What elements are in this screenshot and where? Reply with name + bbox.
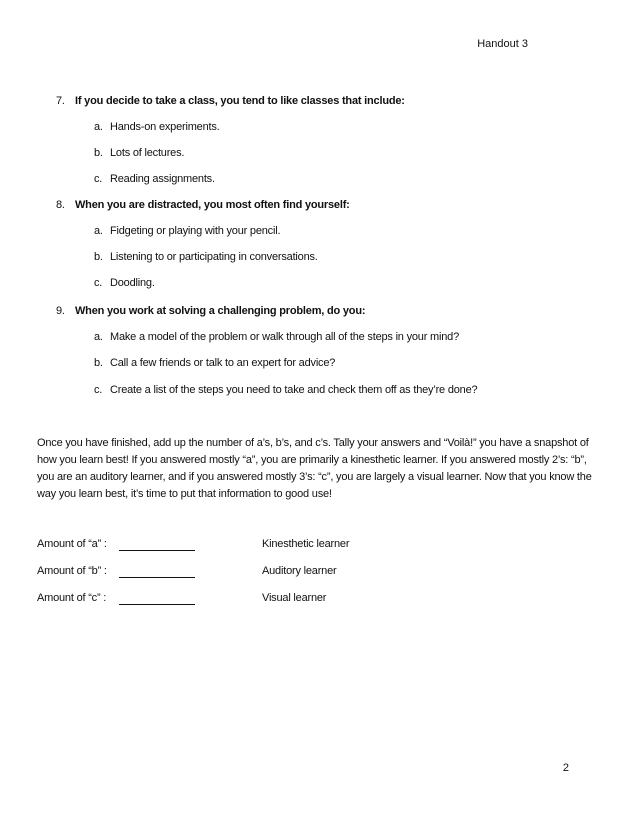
- option-8b: [94, 251, 318, 263]
- question-8: [56, 199, 350, 211]
- question-text: When you are distracted, you most often find yourself:: [75, 199, 350, 211]
- tally-label: Amount of “c” :: [37, 592, 107, 604]
- learner-type: Visual learner: [262, 592, 327, 604]
- learner-type: Auditory learner: [262, 565, 337, 577]
- answer-blank-a[interactable]: [119, 550, 195, 551]
- option-text: Doodling.: [110, 277, 155, 289]
- option-8c: [94, 277, 155, 289]
- page-number: 2: [562, 762, 569, 774]
- option-7a: [94, 121, 220, 133]
- question-9: [56, 305, 365, 317]
- option-text: Make a model of the problem or walk through all of the steps in your mind?: [110, 331, 460, 343]
- learner-type: Kinesthetic learner: [262, 538, 350, 550]
- option-letter: a.: [94, 331, 103, 343]
- option-letter: a.: [94, 121, 103, 133]
- tally-row-a: [37, 538, 437, 554]
- option-8a: [94, 225, 280, 237]
- tally-label: Amount of “a” :: [37, 538, 107, 550]
- answer-blank-c[interactable]: [119, 604, 195, 605]
- option-text: Lots of lectures.: [110, 147, 185, 159]
- tally-row-c: [37, 592, 437, 608]
- question-number: 8.: [56, 199, 65, 211]
- question-7: [56, 95, 405, 107]
- question-number: 7.: [56, 95, 65, 107]
- option-text: Create a list of the steps you need to take and check them off as they’re done?: [110, 384, 478, 396]
- answer-blank-b[interactable]: [119, 577, 195, 578]
- option-letter: c.: [94, 277, 103, 289]
- option-text: Reading assignments.: [110, 173, 215, 185]
- option-text: Hands-on experiments.: [110, 121, 220, 133]
- option-9c: [94, 384, 477, 396]
- option-7c: [94, 173, 215, 185]
- option-text: Call a few friends or talk to an expert for advice?: [110, 357, 336, 369]
- instructions-paragraph: Once you have finished, add up the number of a’s, b’s, and c’s. Tally your answers and “Voilà!” you have a snapshot of how you learn best! If you answered mostly “a”, you are primarily a kinesthetic learner. If you answered mostly 2’s: “b”, you are an auditory learner, and if you answered mostly 3’s: “c”, you are largely a visual learner. Now that you know the way you learn best, it’s time to put that information to good use!: [37, 437, 592, 500]
- option-text: Fidgeting or playing with your pencil.: [110, 225, 281, 237]
- option-text: Listening to or participating in conversations.: [110, 251, 318, 263]
- option-letter: b.: [94, 357, 103, 369]
- option-letter: a.: [94, 225, 103, 237]
- handout-title: Handout 3: [477, 38, 528, 50]
- question-number: 9.: [56, 305, 65, 317]
- question-text: When you work at solving a challenging problem, do you:: [75, 305, 366, 317]
- option-letter: b.: [94, 147, 103, 159]
- option-9a: [94, 331, 459, 343]
- option-letter: c.: [94, 384, 103, 396]
- option-9b: [94, 357, 335, 369]
- option-letter: b.: [94, 251, 103, 263]
- question-text: If you decide to take a class, you tend to like classes that include:: [75, 95, 405, 107]
- option-7b: [94, 147, 184, 159]
- tally-label: Amount of “b” :: [37, 565, 107, 577]
- option-letter: c.: [94, 173, 103, 185]
- tally-row-b: [37, 565, 437, 581]
